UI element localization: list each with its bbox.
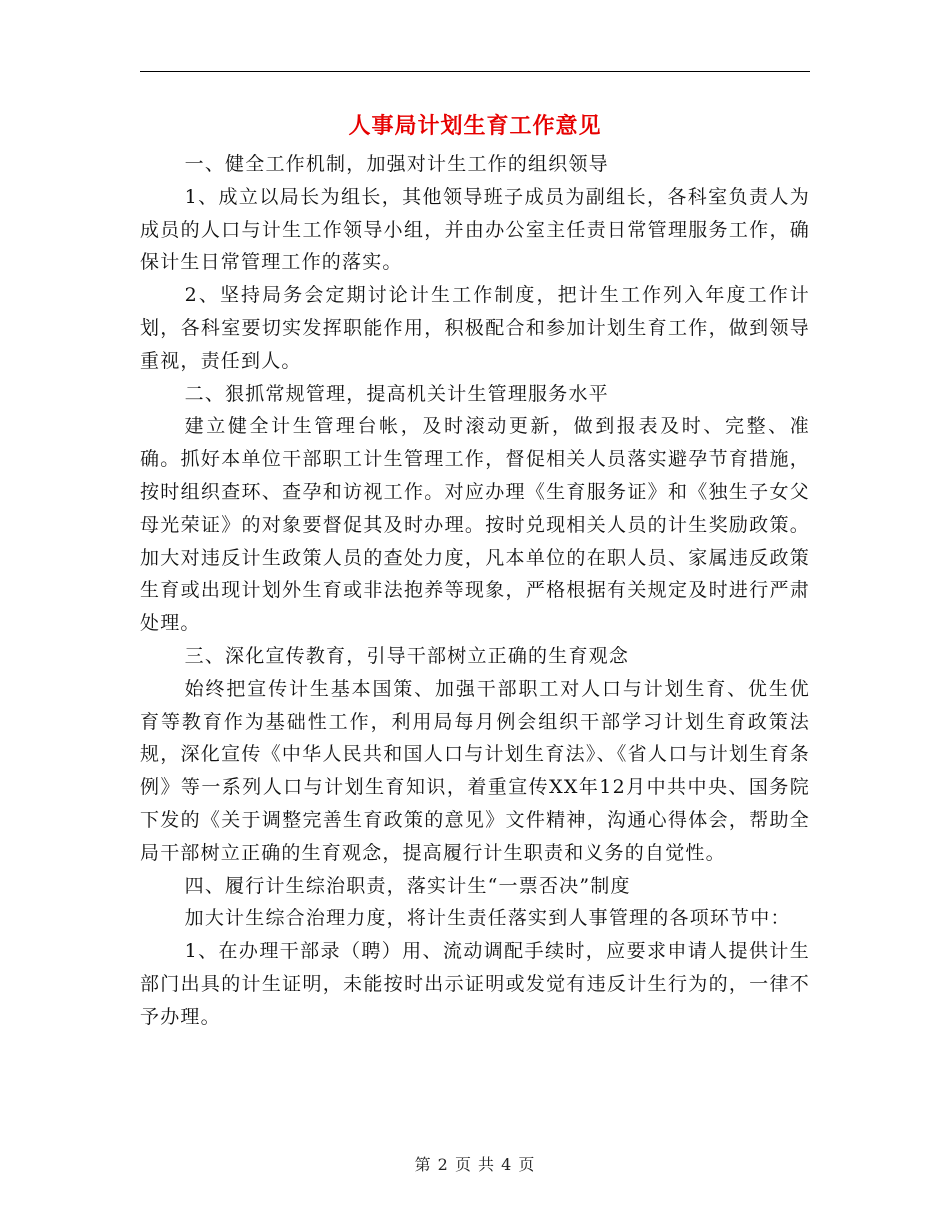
section-heading-1: 一、健全工作机制，加强对计生工作的组织领导 <box>184 153 609 175</box>
paragraph-1-2: 2、坚持局务会定期讨论计生工作制度，把计生工作列入年度工作计划，各科室要切实发挥职能作用，积极配合和参加计划生育工作，做到领导重视，责任到人。 <box>140 284 810 372</box>
section-heading-2: 二、狠抓常规管理，提高机关计生管理服务水平 <box>184 382 609 405</box>
document-title: 人事局计划生育工作意见 <box>348 113 602 139</box>
section-heading-3: 三、深化宣传教育，引导干部树立正确的生育观念 <box>184 644 630 667</box>
paragraph-1-1: 1、成立以局长为组长，其他领导班子成员为副组长，各科室负责人为成员的人口与计生工作领导小组，并由办公室主任责日常管理服务工作，确保计生日常管理工作的落实。 <box>140 185 810 274</box>
document-body <box>140 148 810 1034</box>
paragraph-4-1: 1、在办理干部录（聘）用、流动调配手续时，应要求申请人提供计生部门出具的计生证明，未能按时出示证明或发觉有违反计生行为的，一律不予办理。 <box>140 940 810 1028</box>
paragraph-3-1: 始终把宣传计生基本国策、加强干部职工对人口与计划生育、优生优育等教育作为基础性工作，利用局每月例会组织干部学习计划生育政策法规，深化宣传《中华人民共和国人口与计划生育法》、《省人口与计划生育条例》等一系列人口与计划生育知识，着重宣传XX年12月中共中央、国务院下发的《关于调整完善生育政策的意见》文件精神，沟通心得体会，帮助全局干部树立正确的生育观念，提高履行计生职责和义务的自觉性。 <box>140 677 810 864</box>
paragraph-4-intro: 加大计生综合治理力度，将计生责任落实到人事管理的各项环节中： <box>184 907 791 930</box>
page-number: 第 2 页 共 4 页 <box>414 1155 536 1174</box>
section-heading-4: 四、履行计生综治职责，落实计生“一票否决”制度 <box>184 874 631 897</box>
paragraph-2-1: 建立健全计生管理台帐，及时滚动更新，做到报表及时、完整、准确。抓好本单位干部职工计生管理工作，督促相关人员落实避孕节育措施，按时组织查环、查孕和访视工作。对应办理《生育服务证》和《独生子女父母光荣证》的对象要督促其及时办理。按时兑现相关人员的计生奖励政策。加大对违反计生政策人员的查处力度，凡本单位的在职人员、家属违反政策生育或出现计划外生育或非法抱养等现象，严格根据有关规定及时进行严肃处理。 <box>140 415 810 635</box>
header-rule <box>140 71 810 72</box>
